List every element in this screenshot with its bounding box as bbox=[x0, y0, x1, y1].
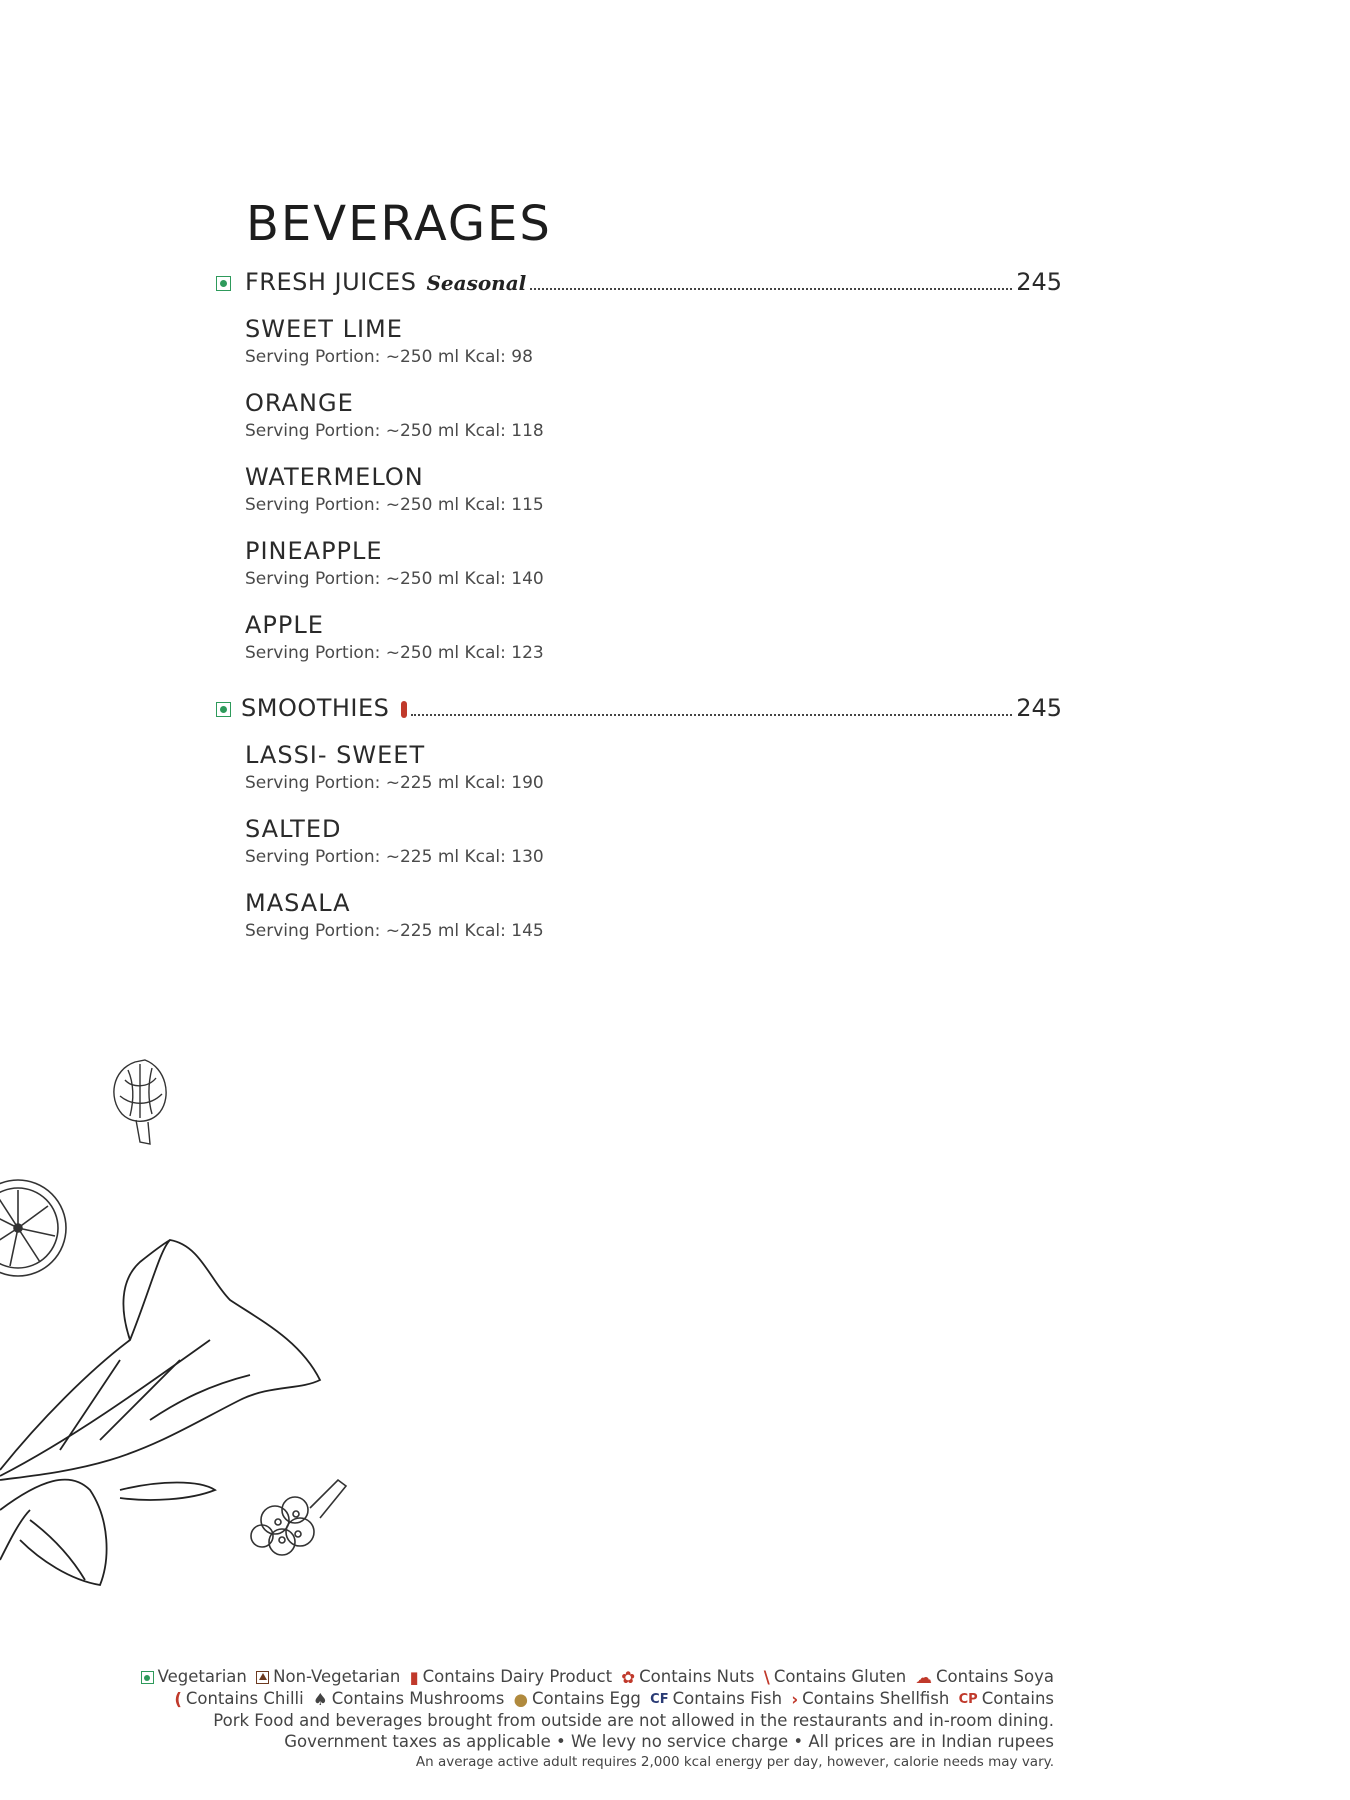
broccoli-icon bbox=[251, 1480, 346, 1555]
item-detail: Serving Portion: ~250 ml Kcal: 140 bbox=[245, 569, 544, 589]
legend-fish: Contains Fish bbox=[672, 1689, 783, 1708]
legend-line-1 bbox=[137, 1666, 1054, 1688]
menu-item bbox=[245, 888, 1062, 944]
section-smoothies bbox=[216, 694, 1062, 944]
pork-code: CP bbox=[958, 1692, 978, 1707]
shellfish-icon: › bbox=[791, 1690, 799, 1709]
item-name: SWEET LIME bbox=[245, 315, 403, 343]
nuts-icon: ✿ bbox=[621, 1668, 636, 1687]
tax-notice: Government taxes as applicable • We levy no service charge • All prices are in Indian rupees bbox=[284, 1732, 1054, 1751]
legend-pork-a: Contains bbox=[981, 1689, 1054, 1708]
section-fresh-juices bbox=[216, 268, 1062, 666]
artichoke-icon bbox=[114, 1060, 166, 1144]
dotted-leader bbox=[411, 714, 1012, 716]
legend-non-vegetarian: Non-Vegetarian bbox=[273, 1667, 401, 1686]
item-detail: Serving Portion: ~250 ml Kcal: 118 bbox=[245, 421, 544, 441]
dairy-icon bbox=[401, 701, 407, 718]
legend-soya: Contains Soya bbox=[936, 1667, 1054, 1686]
kcal-note: An average active adult requires 2,000 kcal energy per day, however, calorie needs may vary. bbox=[415, 1754, 1054, 1770]
item-name: WATERMELON bbox=[245, 463, 424, 491]
menu-item bbox=[245, 388, 1062, 444]
legend-egg: Contains Egg bbox=[532, 1689, 641, 1708]
menu-item bbox=[245, 314, 1062, 370]
legend-line-2 bbox=[137, 1688, 1054, 1710]
veg-icon bbox=[216, 702, 231, 717]
legend-line-3 bbox=[137, 1710, 1054, 1731]
menu-item bbox=[245, 610, 1062, 666]
menu-item bbox=[245, 814, 1062, 870]
item-name: ORANGE bbox=[245, 389, 354, 417]
soya-icon: ☁ bbox=[915, 1668, 933, 1687]
legend-nuts: Contains Nuts bbox=[639, 1667, 755, 1686]
veg-icon bbox=[216, 276, 231, 291]
section-price: 245 bbox=[1016, 694, 1062, 722]
nonveg-icon bbox=[256, 1671, 269, 1684]
item-detail: Serving Portion: ~250 ml Kcal: 123 bbox=[245, 643, 544, 663]
veg-icon bbox=[141, 1671, 154, 1684]
legend-gluten: Contains Gluten bbox=[773, 1667, 907, 1686]
legend-chilli: Contains Chilli bbox=[185, 1689, 304, 1708]
item-detail: Serving Portion: ~250 ml Kcal: 98 bbox=[245, 347, 533, 367]
chilli-icon: ( bbox=[174, 1690, 182, 1709]
item-detail: Serving Portion: ~225 ml Kcal: 130 bbox=[245, 847, 544, 867]
section-name: FRESH JUICES bbox=[245, 268, 417, 296]
item-name: SALTED bbox=[245, 815, 342, 843]
section-header bbox=[216, 268, 1062, 304]
gluten-icon: \ bbox=[763, 1668, 770, 1687]
menu-item bbox=[245, 536, 1062, 592]
egg-icon: ● bbox=[513, 1690, 528, 1709]
item-detail: Serving Portion: ~250 ml Kcal: 115 bbox=[245, 495, 544, 515]
page-title: BEVERAGES bbox=[246, 196, 552, 252]
dairy-icon: ▮ bbox=[409, 1668, 419, 1687]
dotted-leader bbox=[530, 288, 1012, 290]
botanical-illustration bbox=[0, 1040, 380, 1600]
legend-dairy: Contains Dairy Product bbox=[422, 1667, 613, 1686]
item-name: MASALA bbox=[245, 889, 351, 917]
section-price: 245 bbox=[1016, 268, 1062, 296]
citrus-slice-icon bbox=[0, 1180, 66, 1276]
item-detail: Serving Portion: ~225 ml Kcal: 145 bbox=[245, 921, 544, 941]
section-header bbox=[216, 694, 1062, 730]
menu-item bbox=[245, 740, 1062, 796]
outside-food-notice: Food and beverages brought from outside are not allowed in the restaurants and in-room dining. bbox=[254, 1711, 1054, 1730]
section-note: Seasonal bbox=[426, 271, 527, 295]
legend-pork-b: Pork bbox=[213, 1711, 250, 1730]
legend-mushrooms: Contains Mushrooms bbox=[331, 1689, 505, 1708]
item-name: PINEAPPLE bbox=[245, 537, 383, 565]
footer-legend bbox=[137, 1666, 1054, 1773]
item-detail: Serving Portion: ~225 ml Kcal: 190 bbox=[245, 773, 544, 793]
section-name: SMOOTHIES bbox=[241, 694, 390, 722]
item-name: LASSI- SWEET bbox=[245, 741, 426, 769]
legend-vegetarian: Vegetarian bbox=[157, 1667, 247, 1686]
mushroom-icon: ♠ bbox=[312, 1690, 328, 1709]
fish-code: CF bbox=[650, 1692, 669, 1707]
menu-item bbox=[245, 462, 1062, 518]
item-name: APPLE bbox=[245, 611, 324, 639]
legend-shellfish: Contains Shellfish bbox=[802, 1689, 950, 1708]
